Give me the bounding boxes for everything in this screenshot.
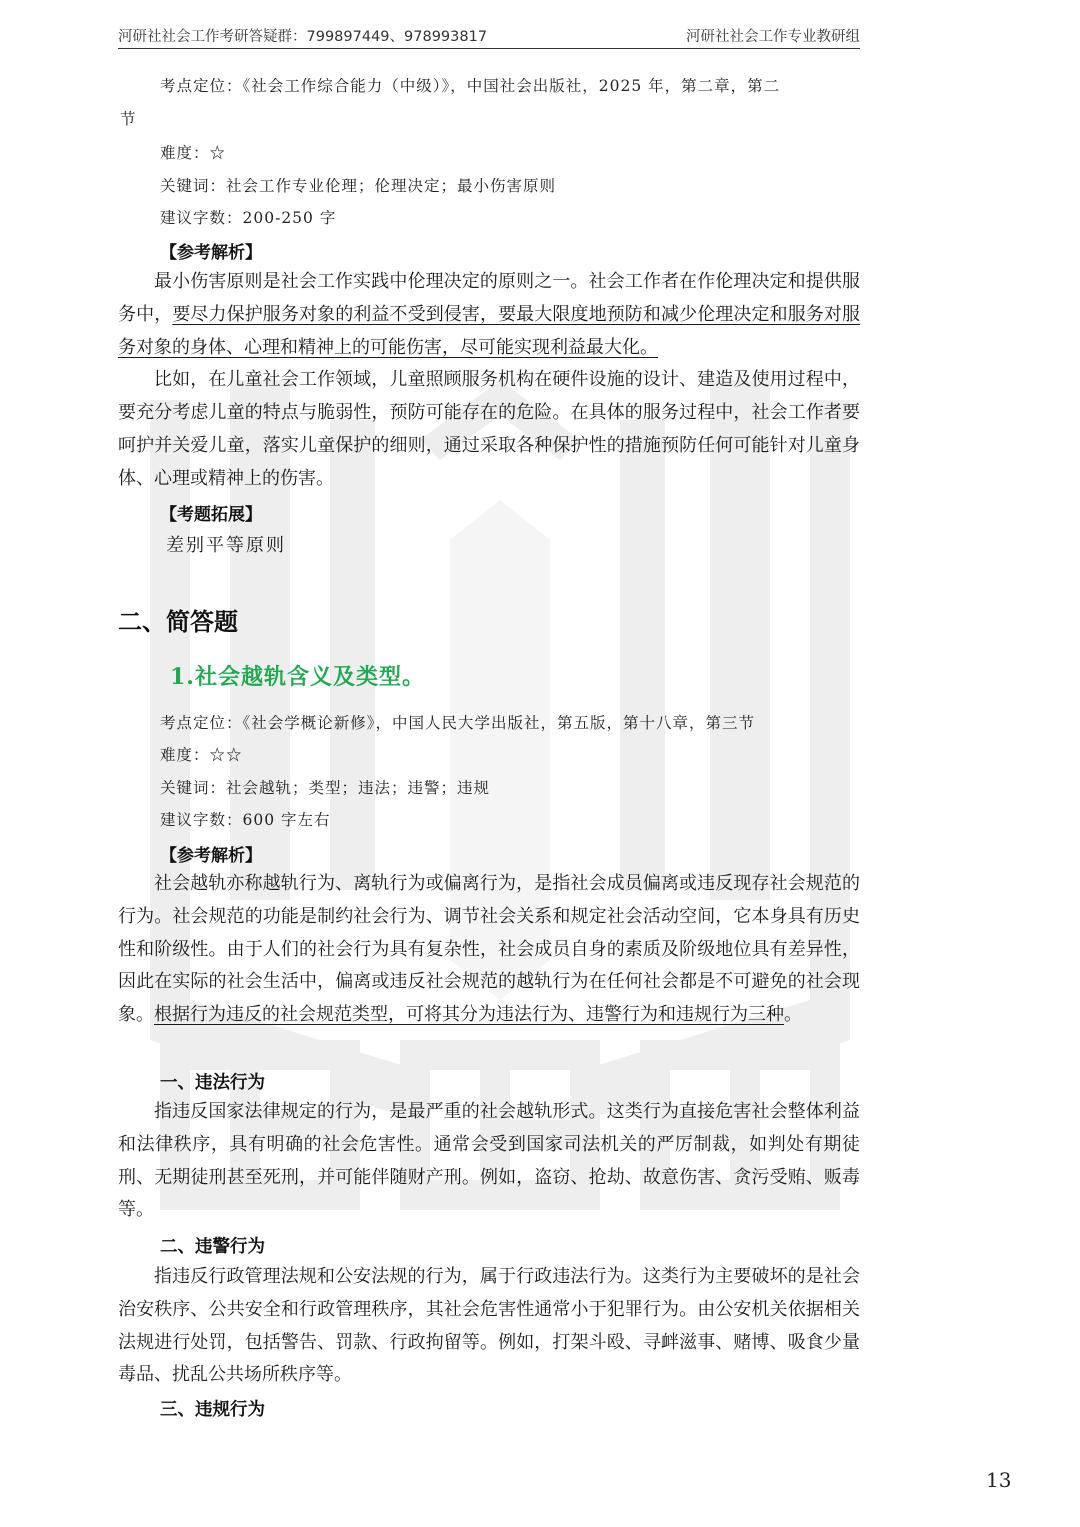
section-title: 二、简答题 <box>118 608 238 636</box>
keywords: 关键词：社会越轨；类型；违法；违警；违规 <box>160 779 491 797</box>
suggested-word-count: 建议字数：200-250 字 <box>160 209 337 227</box>
difficulty: 难度：☆☆ <box>160 746 243 764</box>
key-point-underline: 根据行为违反的社会规范类型，可将其分为违法行为、违警行为和违规行为三种 <box>154 1004 784 1026</box>
analysis-body <box>118 266 860 496</box>
analysis-paragraph: 最小伤害原则是社会工作实践中伦理决定的原则之一。社会工作者在作伦理决定和提供服务中，要尽力保护服务对象的利益不受到侵害，要最大限度地预防和减少伦理决定和服务对服务对象的身体、心理和精神上的可能伤害，尽可能实现利益最大化。 <box>118 271 861 358</box>
analysis-heading: 【参考解析】 <box>160 243 262 263</box>
analysis-body <box>118 868 860 1032</box>
suggested-word-count: 建议字数：600 字左右 <box>160 811 331 829</box>
subsection-body <box>118 1261 860 1392</box>
key-point-underline: 要尽力保护服务对象的利益不受到侵害，要最大限度地预防和减少伦理决定和服务对服务对象的身体、心理和精神上的可能伤害，尽可能实现利益最大化。 <box>118 303 861 358</box>
question-title: 1.社会越轨含义及类型。 <box>170 664 425 690</box>
extension-heading: 【考题拓展】 <box>160 505 262 525</box>
analysis-paragraph: 比如，在儿童社会工作领域，儿童照顾服务机构在硬件设施的设计、建造及使用过程中，要充分考虑儿童的特点与脆弱性，预防可能存在的危险。在具体的服务过程中，社会工作者要呵护并关爱儿童，落实儿童保护的细则，通过采取各种保护性的措施预防任何可能针对儿童身体、心理或精神上的伤害。 <box>118 369 860 489</box>
keywords: 关键词：社会工作专业伦理；伦理决定；最小伤害原则 <box>160 177 557 195</box>
subheading-rule-violation: 三、违规行为 <box>160 1400 265 1420</box>
subheading-police-violation: 二、违警行为 <box>160 1237 265 1257</box>
extension-text: 差别平等原则 <box>166 535 286 556</box>
difficulty: 难度：☆ <box>160 144 227 162</box>
exam-location-line1: 考点定位：《社会工作综合能力（中级）》，中国社会出版社，2025 年，第二章，第二 <box>160 77 781 95</box>
exam-location-line2: 节 <box>120 110 137 128</box>
page-header <box>118 22 860 49</box>
subsection-body <box>118 1096 860 1227</box>
page-number: 13 <box>986 1468 1012 1492</box>
subsection-paragraph: 指违反国家法律规定的行为，是最严重的社会越轨形式。这类行为直接危害社会整体利益和法律秩序，具有明确的社会危害性。通常会受到国家司法机关的严厉制裁，如判处有期徒刑、无期徒刑甚至死刑，并可能伴随财产刑。例如，盗窃、抢劫、故意伤害、贪污受贿、贩毒等。 <box>118 1101 860 1221</box>
subsection-paragraph: 指违反行政管理法规和公安法规的行为，属于行政违法行为。这类行为主要破坏的是社会治安秩序、公共安全和行政管理秩序，其社会危害性通常小于犯罪行为。由公安机关依据相关法规进行处罚，包括警告、罚款、行政拘留等。例如，打架斗殴、寻衅滋事、赌博、吸食少量毒品、扰乱公共场所秩序等。 <box>118 1266 860 1386</box>
subheading-illegal: 一、违法行为 <box>160 1073 265 1093</box>
analysis-heading: 【参考解析】 <box>160 846 262 866</box>
header-left-text: 河研社社会工作考研答疑群：799897449、978993817 <box>118 29 488 45</box>
analysis-paragraph: 社会越轨亦称越轨行为、离轨行为或偏离行为，是指社会成员偏离或违反现存社会规范的行为。社会规范的功能是制约社会行为、调节社会关系和规定社会活动空间，它本身具有历史性和阶级性。由于人们的社会行为具有复杂性，社会成员自身的素质及阶级地位具有差异性，因此在实际的社会生活中，偏离或违反社会规范的越轨行为在任何社会都是不可避免的社会现象。根据行为违反的社会规范类型，可将其分为违法行为、违警行为和违规行为三种。 <box>118 873 860 1026</box>
exam-location: 考点定位：《社会学概论新修》，中国人民大学出版社，第五版，第十八章，第三节 <box>160 714 756 732</box>
header-right-text: 河研社社会工作专业教研组 <box>686 29 860 45</box>
